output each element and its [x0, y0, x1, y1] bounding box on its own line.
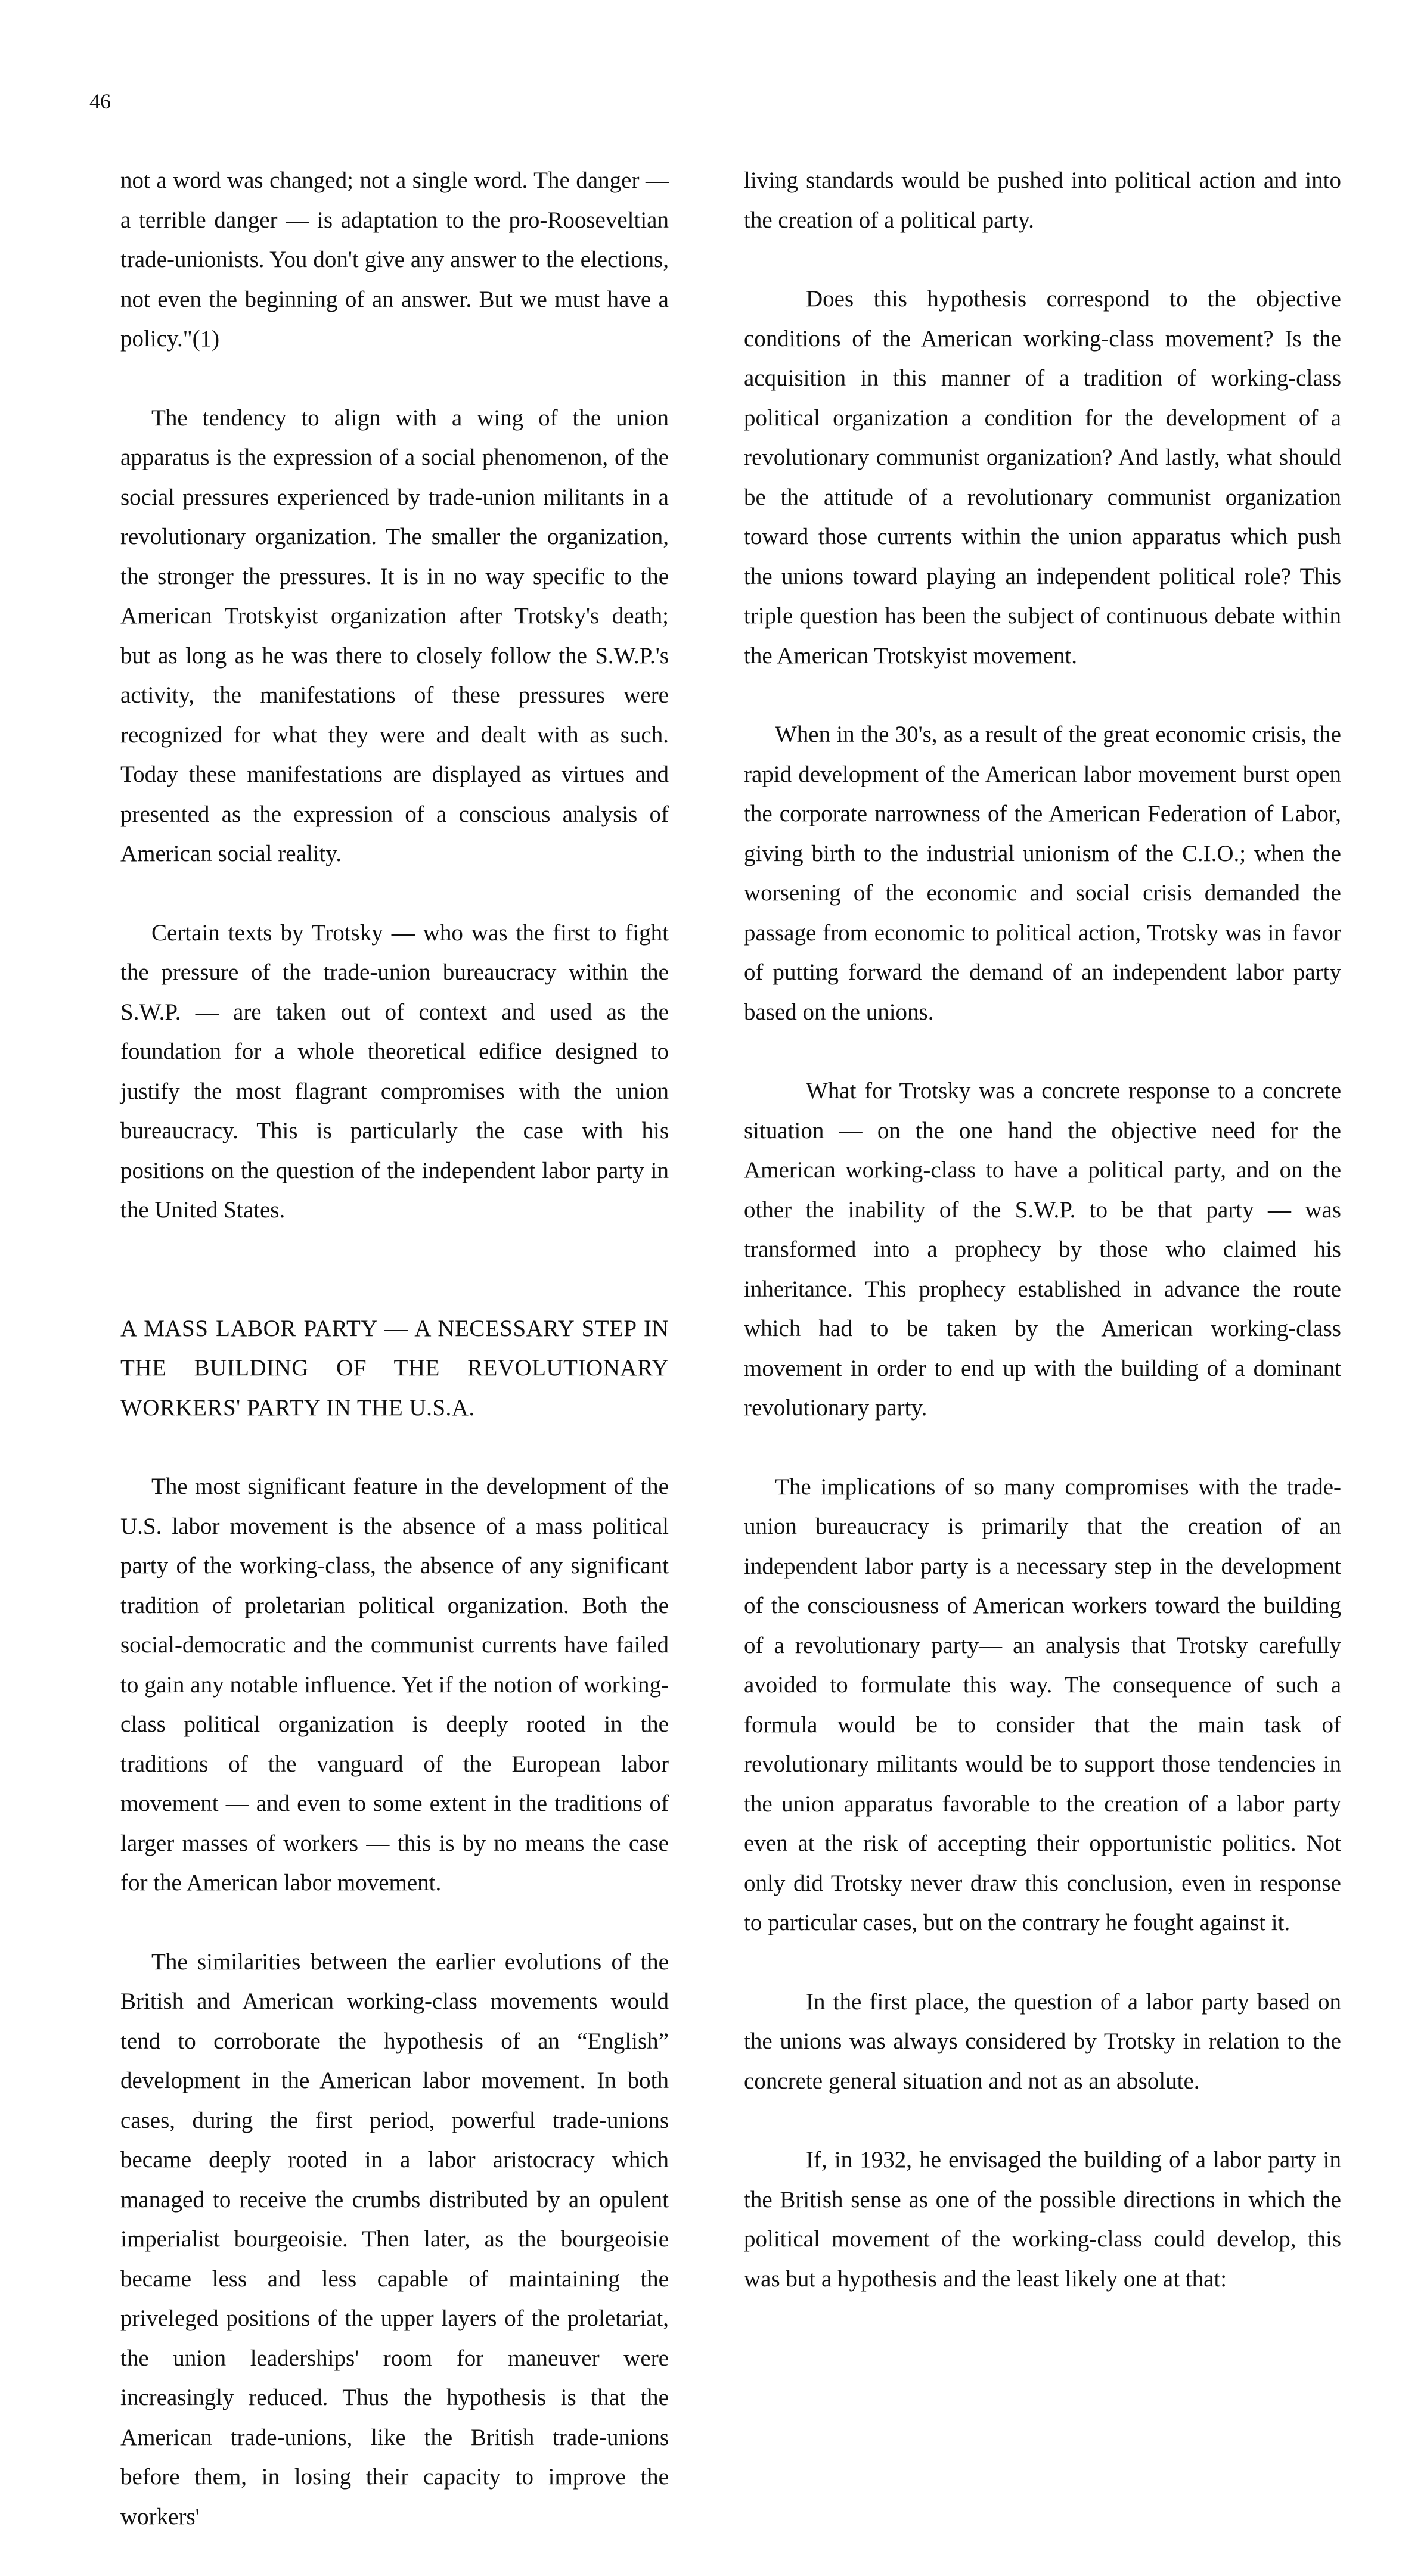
right-column: [744, 161, 1341, 2338]
paragraph-1932-hypothesis: If, in 1932, he envisaged the building of a labor party in the British sense as one of the possible directions in which the political movement of the working-class could develop, this was but a hypothesis and the least likely one at that:: [744, 2147, 1341, 2292]
paragraph-union-apparatus: The tendency to align with a wing of the union apparatus is the expression of a social phenomenon, of the social pressures experienced by trade-union militants in a revolutionary organization. The smaller the organization, the stronger the pressures. It is in no way specific to the American Trotskyist organization after Trotsky's death; but as long as he was there to closely follow the S.W.P.'s activity, the manifestations of these pressures were recognized for what they were and dealt with as such. Today these manifestations are displayed as virtues and presented as the expression of a conscious analysis of American social reality.: [120, 405, 669, 866]
left-column: [120, 161, 669, 2576]
paragraph-labor-movement-feature: The most significant feature in the development of the U.S. labor movement is the absence of a mass political party of the working-class, the absence of any significant tradition of proletarian political organization. Both the social-democratic and the communist currents have failed to gain any notable influence. Yet if the notion of working-class political organization is deeply rooted in the traditions of the vanguard of the European labor movement — and even to some extent in the traditions of larger masses of workers — this is by no means the case for the American labor movement.: [120, 1474, 669, 1896]
paragraph-british-american-similarities: The similarities between the earlier evolutions of the British and American working-class movements would tend to corroborate the hypothesis of an “English” development in the American labor movement. In both cases, during the first period, powerful trade-unions became deeply rooted in a labor aristocracy which managed to receive the crumbs distributed by an opulent imperialist bourgeoisie. Then later, as the bourgeoisie became less and less capable of maintaining the priveleged positions of the upper layers of the proletariat, the union leaderships' room for maneuver were increasingly reduced. Thus the hypothesis is that the American trade-unions, like the British trade-unions before them, in losing their capacity to improve the workers': [120, 1949, 669, 2530]
paragraph-living-standards: living standards would be pushed into political action and into the creation of a political party.: [744, 167, 1341, 233]
section-heading: A MASS LABOR PARTY — A NECESSARY STEP IN THE BUILDING OF THE REVOLUTIONARY WORKERS' PARTY IN THE U.S.A.: [120, 1315, 669, 1421]
paragraph-trotsky-texts: Certain texts by Trotsky — who was the first to fight the pressure of the trade-union bureaucracy within the S.W.P. — are taken out of context and used as the foundation for a whole theoretical edifice designed to justify the most flagrant compromises with the union bureaucracy. This is particularly the case with his positions on the question of the independent labor party in the United States.: [120, 919, 669, 1223]
paragraph-first-place: In the first place, the question of a labor party based on the unions was always considered by Trotsky in relation to the concrete general situation and not as an absolute.: [744, 1988, 1341, 2094]
paragraph-hypothesis-question: Does this hypothesis correspond to the objective conditions of the American working-class movement? Is the acquisition in this manner of a tradition of working-class political organization a condition for the development of a revolutionary communist organization? And lastly, what should be the attitude of a revolutionary communist organization toward those currents within the union apparatus which push the unions toward playing an independent political role? This triple question has been the subject of continuous debate within the American Trotskyist movement.: [744, 286, 1341, 669]
paragraph-thirties-crisis: When in the 30's, as a result of the great economic crisis, the rapid development of the American labor movement burst open the corporate narrowness of the American Federation of Labor, giving birth to the industrial unionism of the C.I.O.; when the worsening of the economic and social crisis demanded the passage from economic to political action, Trotsky was in favor of putting forward the demand of an independent labor party based on the unions.: [744, 722, 1341, 1025]
paragraph-concrete-response: What for Trotsky was a concrete response to a concrete situation — on the one hand the objective need for the American working-class to have a political party, and on the other the inability of the S.W.P. to be that party — was transformed into a prophecy by those who claimed his inheritance. This prophecy established in advance the route which had to be taken by the American working-class movement in order to end up with the building of a dominant revolutionary party.: [744, 1078, 1341, 1421]
paragraph-implications: The implications of so many compromises with the trade-union bureaucracy is primarily that the creation of an independent labor party is a necessary step in the development of the consciousness of American workers toward the building of a revolutionary party— an analysis that Trotsky carefully avoided to formulate this way. The consequence of such a formula would be to consider that the main task of revolutionary militants would be to support those tendencies in the union apparatus favorable to the creation of a labor party even at the risk of accepting their opportunistic politics. Not only did Trotsky never draw this conclusion, even in response to particular cases, but on the contrary he fought against it.: [744, 1474, 1341, 1935]
paragraph-quote-continuation: not a word was changed; not a single word. The danger — a terrible danger — is adaptation to the pro-Rooseveltian trade-unionists. You don't give any answer to the elections, not even the beginning of an answer. But we must have a policy."(1): [120, 167, 669, 352]
page-number: 46: [89, 89, 111, 113]
